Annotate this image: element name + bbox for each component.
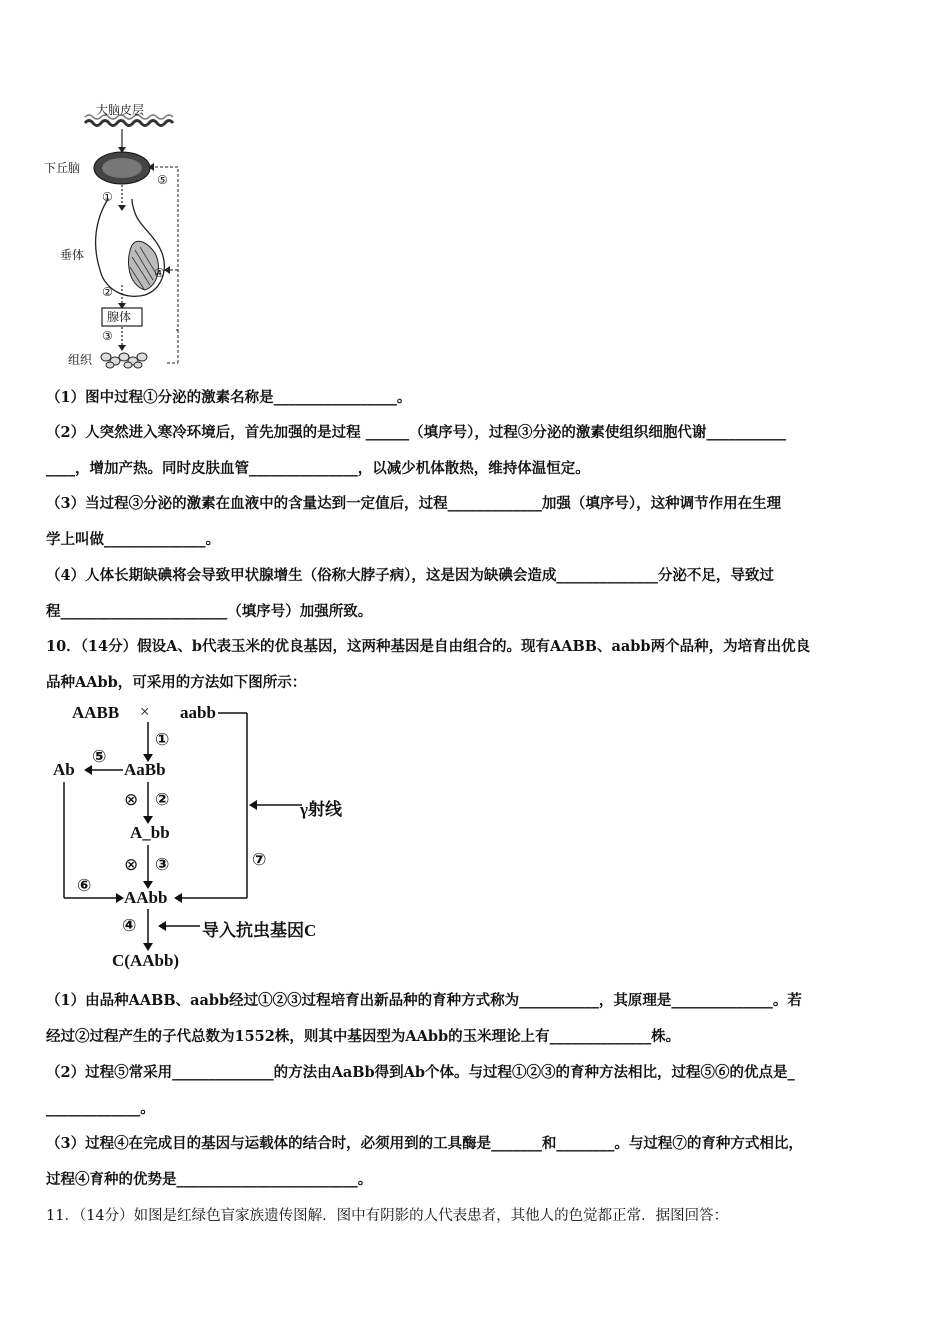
q9-part2-line1: （2）人突然进入寒冷环境后，首先加强的是过程 ______（填序号），过程③分泌的激素使组织细胞代谢___________ (46, 424, 787, 441)
q10-stem-line1: 10．（14分）假设A、b代表玉米的优良基因，这两种基因是自由组合的。现有AABB、aabb两个品种，为培育出优良 (46, 638, 811, 655)
tissue-cells (101, 353, 147, 368)
insect-resistance-gene-label: 导入抗虫基因C (202, 921, 317, 940)
step-3-marker: ③ (155, 855, 170, 875)
step-7-marker: ⑦ (252, 850, 267, 870)
q9-part3-line2: 学上叫做______________。 (46, 531, 220, 548)
q9-part2-line2: ____，增加产热。同时皮肤血管_______________，以减少机体散热，维持体温恒定。 (46, 460, 590, 477)
q9-part1: （1）图中过程①分泌的激素名称是_________________。 (46, 389, 412, 406)
cortex-label: 大脑皮层 (96, 103, 145, 117)
step-4-marker: ④ (122, 916, 137, 936)
process-3-marker: ③ (102, 329, 113, 343)
process-4-marker: ④ (154, 266, 165, 280)
endocrine-diagram-drawing (40, 95, 200, 370)
q9-part3-line1: （3）当过程③分泌的激素在血液中的含量达到一定值后，过程_____________加强（填序号），这种调节作用在生理 (46, 495, 782, 512)
selfing-symbol-1: ⊗ (124, 790, 139, 810)
q11-stem: 11．（14分）如图是红绿色盲家族遗传图解．图中有阴影的人代表患者，其他人的色觉都正常．据图回答： (46, 1208, 729, 1224)
gamma-ray-label: γ射线 (300, 800, 342, 819)
step-2-marker: ② (155, 790, 170, 810)
q10-part1-line1: （1）由品种AABB、aabb经过①②③过程培育出新品种的育种方式称为___________，其原理是______________。若 (46, 992, 802, 1009)
process-1-marker: ① (102, 190, 113, 204)
gland-label: 腺体 (107, 310, 132, 324)
haploid-ab: Ab (53, 760, 75, 779)
step-5-marker: ⑤ (92, 747, 107, 767)
q10-part3-line2: 过程④育种的优势是_________________________。 (46, 1171, 373, 1188)
f1-aabb: AaBb (124, 760, 166, 779)
hypothalamus-label: 下丘脑 (44, 161, 81, 175)
step-6-marker: ⑥ (77, 876, 92, 896)
q10-part3-line1: （3）过程④在完成目的基因与运载体的结合时，必须用到的工具酶是_______和________。与过程⑦的育种方式相比， (46, 1135, 803, 1152)
process-2-marker: ② (102, 285, 113, 299)
transgenic-c-aabb: C(AAbb) (112, 951, 180, 970)
cortex-band (85, 121, 173, 126)
pituitary-label: 垂体 (60, 248, 85, 262)
q10-part2-line2: _____________。 (46, 1100, 155, 1117)
parent-aabb-dominant: AABB (72, 703, 120, 722)
step-1-marker: ① (155, 730, 170, 750)
q10-part2-line1: （2）过程⑤常采用______________的方法由AaBb得到Ab个体。与过程①②③的育种方法相比，过程⑤⑥的优点是_ (46, 1064, 795, 1081)
target-aabb: AAbb (124, 888, 168, 907)
q9-part4-line1: （4）人体长期缺碘将会导致甲状腺增生（俗称大脖子病），这是因为缺碘会造成______________分泌不足，导致过 (46, 567, 774, 584)
q9-part4-line2: 程_______________________（填序号）加强所致。 (46, 603, 373, 620)
q10-stem-line2: 品种AAbb，可采用的方法如下图所示： (46, 674, 307, 691)
f2-a-bb: A_bb (130, 823, 170, 842)
tissue-label: 组织 (68, 353, 93, 367)
process-5-marker: ⑤ (157, 173, 168, 187)
cross-symbol: × (140, 702, 150, 721)
selfing-symbol-2: ⊗ (124, 855, 139, 875)
q10-part1-line2: 经过②过程产生的子代总数为1552株，则其中基因型为AAbb的玉米理论上有______________株。 (46, 1028, 681, 1045)
parent-aabb-recessive: aabb (180, 703, 216, 722)
